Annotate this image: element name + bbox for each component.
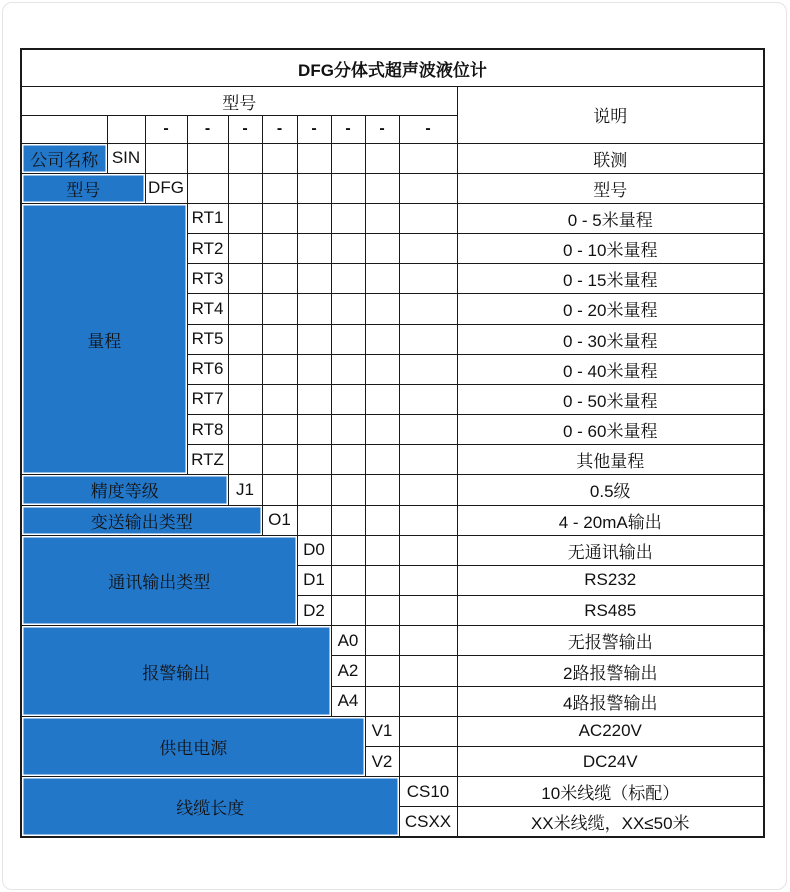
dash-cell: -: [145, 116, 187, 143]
empty-grid-cell: [228, 294, 262, 324]
empty-grid-cell: [228, 264, 262, 294]
empty-grid-cell: [297, 173, 331, 203]
empty-grid-cell: [399, 294, 457, 324]
empty-grid-cell: [228, 173, 262, 203]
empty-grid-cell: [365, 505, 399, 535]
section-label: 型号: [21, 173, 145, 203]
code-cell: RT3: [187, 264, 228, 294]
desc-cell: DC24V: [457, 746, 764, 776]
description-header: 说明: [457, 87, 764, 143]
desc-cell: 0 - 40米量程: [457, 354, 764, 384]
empty-grid-cell: [399, 143, 457, 173]
code-cell: RT1: [187, 203, 228, 233]
empty-grid-cell: [399, 234, 457, 264]
desc-cell: 联测: [457, 143, 764, 173]
empty-grid-cell: [262, 354, 297, 384]
section-label: 精度等级: [21, 475, 228, 505]
empty-grid-cell: [331, 596, 365, 626]
empty-grid-cell: [365, 384, 399, 414]
dash-cell: -: [297, 116, 331, 143]
code-cell: A4: [331, 686, 365, 716]
empty-grid-cell: [331, 294, 365, 324]
empty-grid-cell: [262, 324, 297, 354]
empty-grid-cell: [331, 264, 365, 294]
empty-grid-cell: [331, 354, 365, 384]
desc-cell: 4 - 20mA输出: [457, 505, 764, 535]
code-cell: A2: [331, 656, 365, 686]
empty-grid-cell: [365, 143, 399, 173]
desc-cell: 0.5级: [457, 475, 764, 505]
code-cell: RT4: [187, 294, 228, 324]
desc-cell: 其他量程: [457, 445, 764, 475]
empty-grid-cell: [399, 656, 457, 686]
empty-grid-cell: [365, 596, 399, 626]
desc-cell: 10米线缆（标配）: [457, 777, 764, 807]
empty-grid-cell: [399, 686, 457, 716]
spec-table: [20, 48, 765, 838]
code-cell: CS10: [399, 777, 457, 807]
empty-grid-cell: [297, 505, 331, 535]
desc-cell: 0 - 5米量程: [457, 203, 764, 233]
code-cell: D2: [297, 596, 331, 626]
empty-grid-cell: [399, 324, 457, 354]
empty-grid-cell: [365, 324, 399, 354]
empty-grid-cell: [365, 445, 399, 475]
code-cell: RT5: [187, 324, 228, 354]
empty-grid-cell: [297, 294, 331, 324]
desc-cell: 0 - 20米量程: [457, 294, 764, 324]
desc-cell: RS232: [457, 565, 764, 595]
dash-cell: -: [228, 116, 262, 143]
empty-grid-cell: [297, 203, 331, 233]
desc-cell: 0 - 30米量程: [457, 324, 764, 354]
empty-grid-cell: [331, 565, 365, 595]
empty-grid-cell: [399, 475, 457, 505]
code-cell: V2: [365, 746, 399, 776]
section-label: 变送输出类型: [21, 505, 262, 535]
dash-cell: -: [331, 116, 365, 143]
empty-grid-cell: [228, 324, 262, 354]
table-title: DFG分体式超声波液位计: [21, 49, 764, 87]
empty-grid-cell: [399, 384, 457, 414]
code-cell: SIN: [107, 143, 145, 173]
empty-grid-cell: [262, 445, 297, 475]
section-label: 通讯输出类型: [21, 535, 297, 626]
empty-grid-cell: [365, 354, 399, 384]
empty-grid-cell: [331, 505, 365, 535]
empty-grid-cell: [399, 173, 457, 203]
section-label: 公司名称: [21, 143, 107, 173]
empty-grid-cell: [297, 354, 331, 384]
dash-cell: -: [399, 116, 457, 143]
desc-cell: 4路报警输出: [457, 686, 764, 716]
code-cell: RTZ: [187, 445, 228, 475]
empty-grid-cell: [331, 234, 365, 264]
empty-grid-cell: [297, 415, 331, 445]
empty-grid-cell: [228, 143, 262, 173]
empty-grid-cell: [365, 203, 399, 233]
empty-grid-cell: [365, 686, 399, 716]
desc-cell: 无报警输出: [457, 626, 764, 656]
empty-grid-cell: [331, 535, 365, 565]
empty-grid-cell: [399, 445, 457, 475]
empty-grid-cell: [399, 203, 457, 233]
empty-grid-cell: [365, 626, 399, 656]
empty-grid-cell: [262, 294, 297, 324]
empty-grid-cell: [228, 203, 262, 233]
desc-cell: 0 - 50米量程: [457, 384, 764, 414]
code-cell: RT6: [187, 354, 228, 384]
empty-grid-cell: [331, 324, 365, 354]
empty-grid-cell: [228, 234, 262, 264]
empty-grid-cell: [187, 143, 228, 173]
empty-grid-cell: [262, 415, 297, 445]
empty-grid-cell: [228, 415, 262, 445]
empty-grid-cell: [297, 264, 331, 294]
dash-cell: -: [187, 116, 228, 143]
desc-cell: RS485: [457, 596, 764, 626]
empty-grid-cell: [187, 173, 228, 203]
code-cell: O1: [262, 505, 297, 535]
empty-grid-cell: [365, 535, 399, 565]
empty-grid-cell: [297, 143, 331, 173]
section-label: 线缆长度: [21, 777, 399, 837]
empty-grid-cell: [365, 234, 399, 264]
empty-grid-cell: [399, 535, 457, 565]
empty-grid-cell: [331, 203, 365, 233]
empty-grid-cell: [399, 596, 457, 626]
empty-grid-cell: [297, 234, 331, 264]
empty-grid-cell: [365, 294, 399, 324]
empty-grid-cell: [399, 264, 457, 294]
empty-grid-cell: [262, 384, 297, 414]
dash-cell: -: [365, 116, 399, 143]
desc-cell: 0 - 60米量程: [457, 415, 764, 445]
code-cell: J1: [228, 475, 262, 505]
empty-grid-cell: [297, 384, 331, 414]
empty-grid-cell: [365, 173, 399, 203]
code-cell: D1: [297, 565, 331, 595]
empty-grid-cell: [399, 716, 457, 746]
empty-grid-cell: [365, 264, 399, 294]
empty-grid-cell: [262, 203, 297, 233]
code-cell: DFG: [145, 173, 187, 203]
code-cell: CSXX: [399, 807, 457, 837]
desc-cell: XX米线缆，XX≤50米: [457, 807, 764, 837]
model-header: 型号: [21, 87, 457, 116]
spec-table-body: [21, 49, 764, 837]
empty-grid-cell: [399, 354, 457, 384]
empty-grid-cell: [297, 324, 331, 354]
empty-grid-cell: [365, 565, 399, 595]
code-cell: RT2: [187, 234, 228, 264]
dash-cell: -: [262, 116, 297, 143]
section-label: 量程: [21, 203, 187, 475]
empty-grid-cell: [399, 746, 457, 776]
empty-grid-cell: [228, 445, 262, 475]
empty-grid-cell: [331, 415, 365, 445]
code-cell: RT8: [187, 415, 228, 445]
empty-grid-cell: [331, 475, 365, 505]
desc-cell: AC220V: [457, 716, 764, 746]
empty-grid-cell: [297, 475, 331, 505]
code-cell: D0: [297, 535, 331, 565]
empty-grid-cell: [399, 565, 457, 595]
empty-grid-cell: [228, 384, 262, 414]
empty-grid-cell: [331, 384, 365, 414]
empty-grid-cell: [331, 143, 365, 173]
empty-grid-cell: [365, 475, 399, 505]
desc-cell: 2路报警输出: [457, 656, 764, 686]
empty-grid-cell: [262, 173, 297, 203]
empty-grid-cell: [262, 143, 297, 173]
empty-grid-cell: [399, 626, 457, 656]
section-label: 报警输出: [21, 626, 331, 717]
desc-cell: 型号: [457, 173, 764, 203]
empty-header-cell: [21, 116, 107, 143]
empty-grid-cell: [331, 445, 365, 475]
empty-grid-cell: [399, 505, 457, 535]
empty-grid-cell: [262, 475, 297, 505]
code-cell: RT7: [187, 384, 228, 414]
empty-grid-cell: [262, 264, 297, 294]
section-label: 供电电源: [21, 716, 365, 776]
empty-grid-cell: [262, 234, 297, 264]
desc-cell: 无通讯输出: [457, 535, 764, 565]
empty-grid-cell: [399, 415, 457, 445]
empty-header-cell: [107, 116, 145, 143]
empty-grid-cell: [145, 143, 187, 173]
empty-grid-cell: [365, 415, 399, 445]
code-cell: A0: [331, 626, 365, 656]
empty-grid-cell: [228, 354, 262, 384]
desc-cell: 0 - 10米量程: [457, 234, 764, 264]
empty-grid-cell: [365, 656, 399, 686]
desc-cell: 0 - 15米量程: [457, 264, 764, 294]
code-cell: V1: [365, 716, 399, 746]
empty-grid-cell: [331, 173, 365, 203]
empty-grid-cell: [297, 445, 331, 475]
